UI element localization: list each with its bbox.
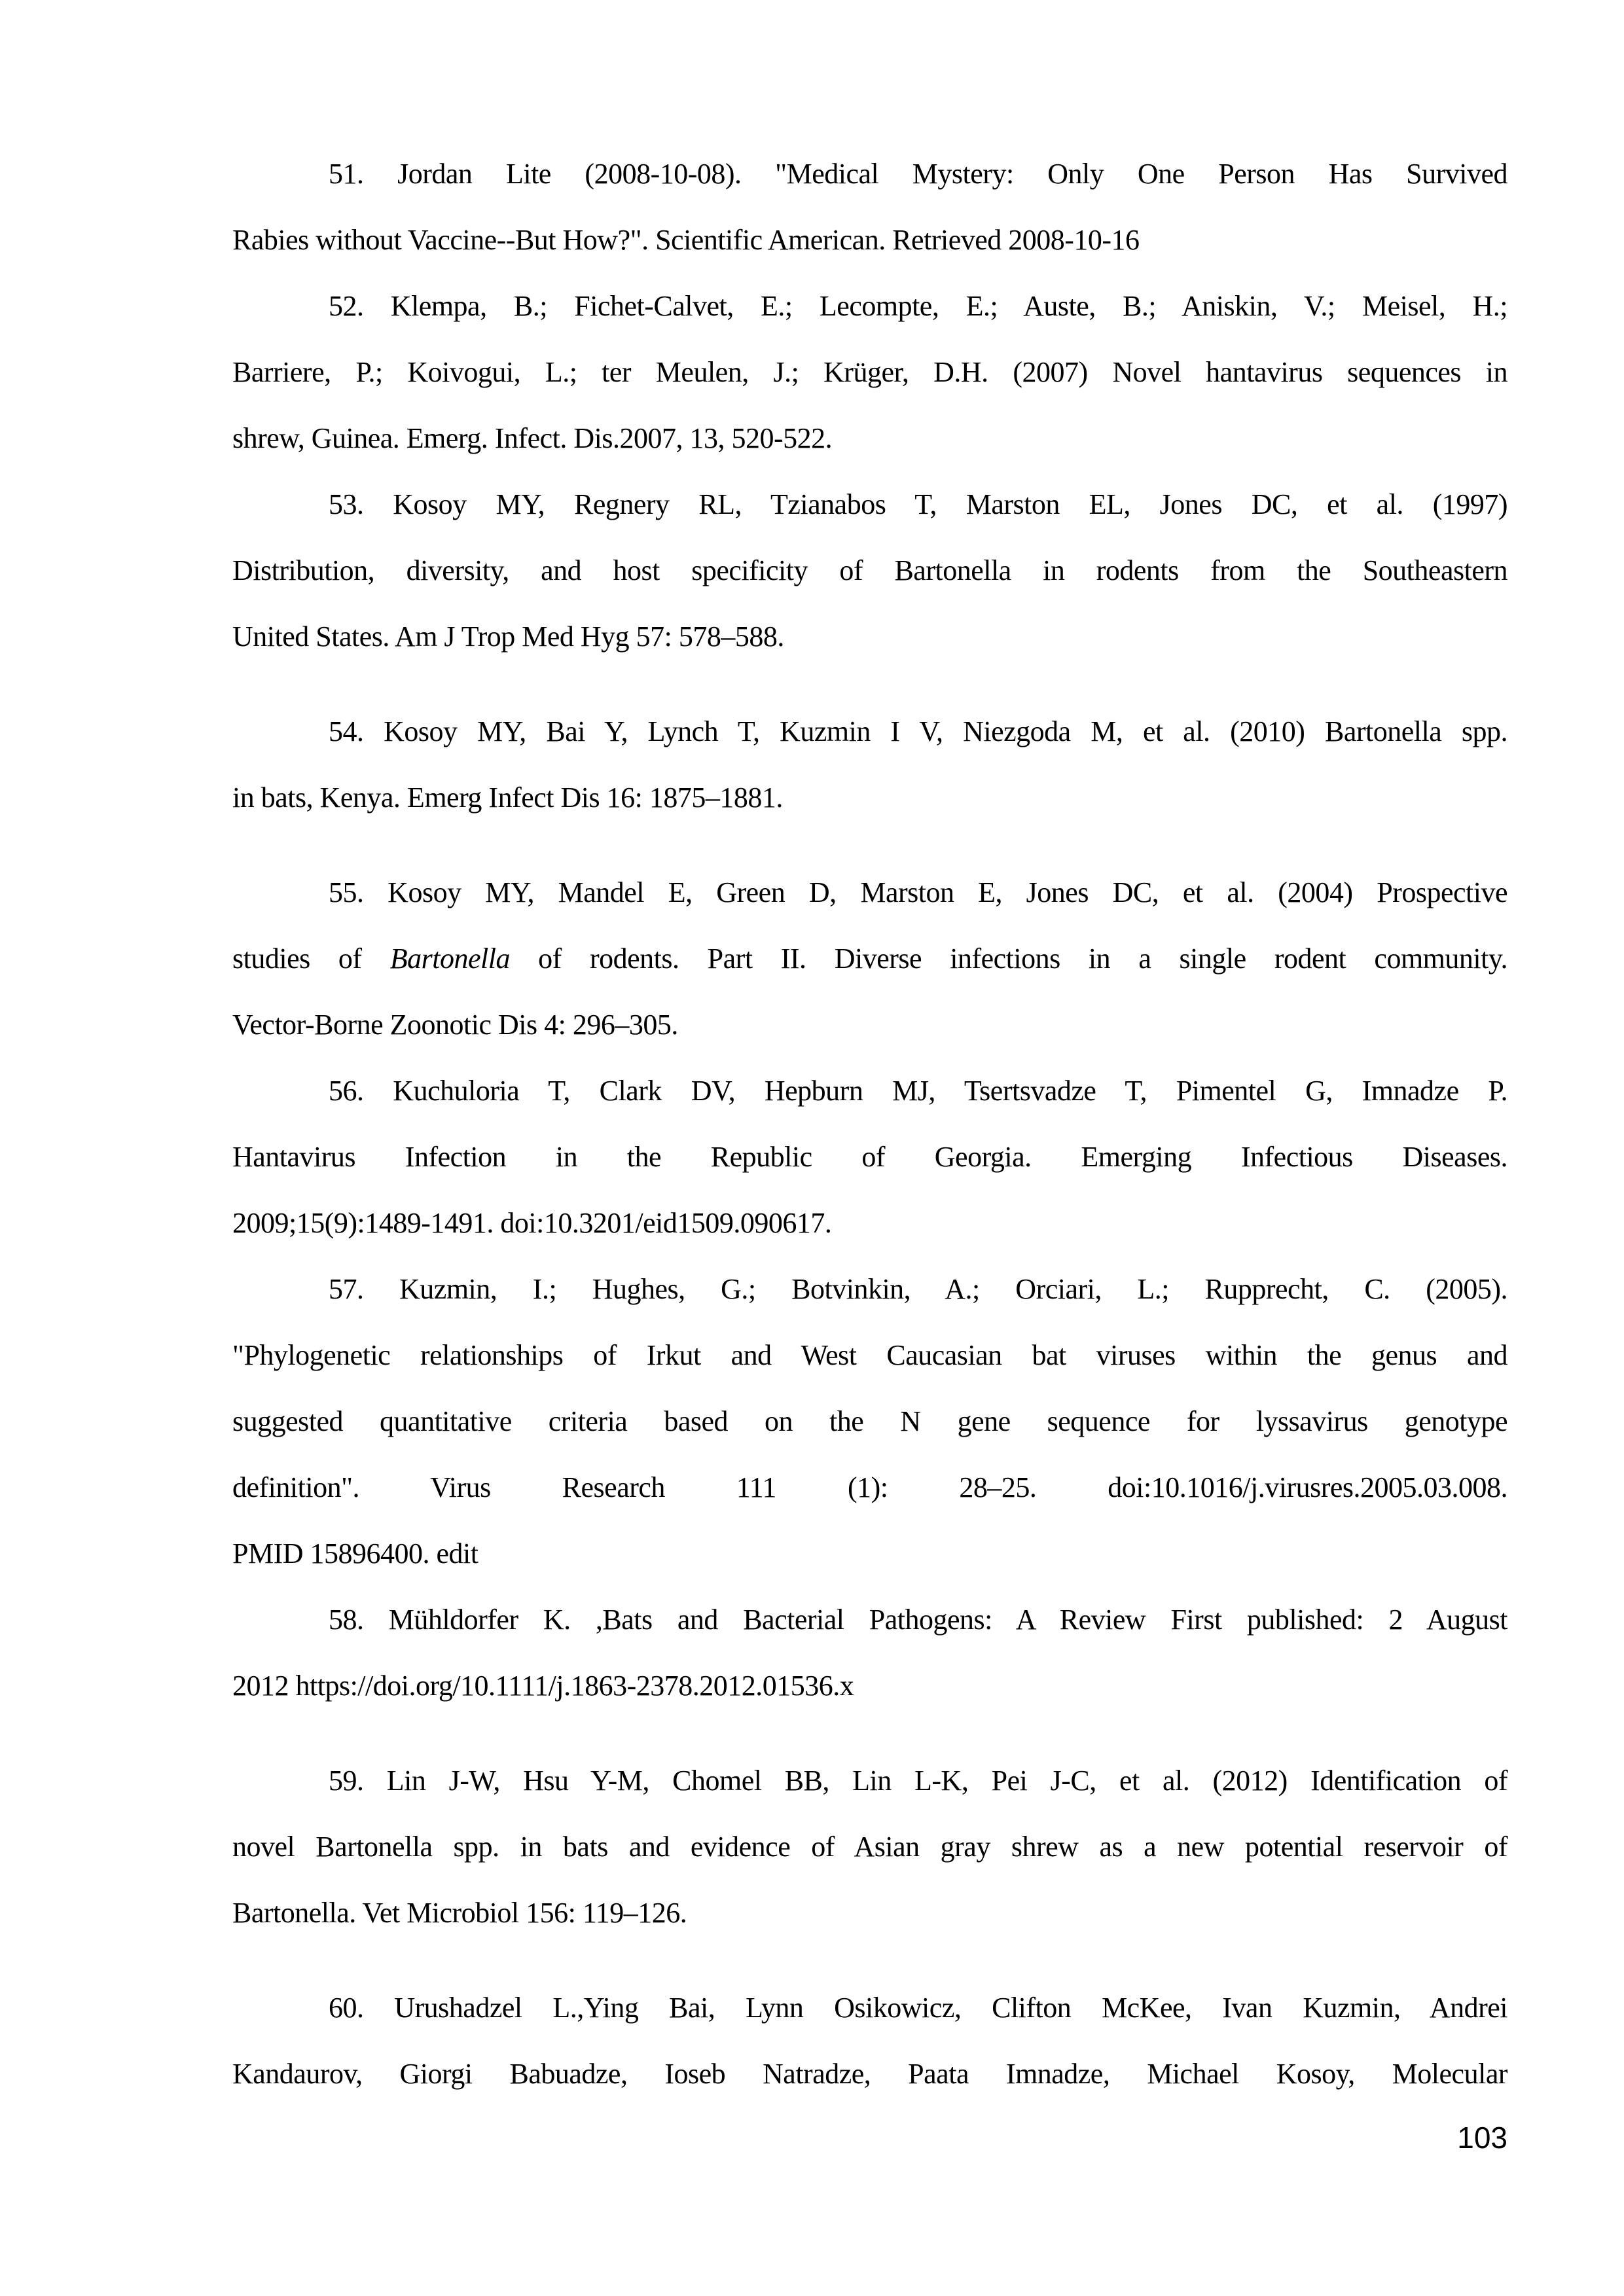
reference-line bbox=[232, 1190, 1507, 1256]
reference-line bbox=[232, 1058, 1507, 1124]
reference-item-51 bbox=[232, 141, 1507, 273]
reference-item-57 bbox=[232, 1256, 1507, 1587]
reference-line bbox=[232, 859, 1507, 925]
reference-line bbox=[232, 471, 1507, 537]
reference-line bbox=[232, 1322, 1507, 1388]
reference-item-59 bbox=[232, 1748, 1507, 1946]
reference-line bbox=[232, 1814, 1507, 1880]
reference-text-segment: shrew, Guinea. Emerg. Infect. Dis.2007, 13, 520-522. bbox=[232, 422, 833, 454]
reference-line bbox=[232, 1880, 1507, 1946]
reference-text-segment: Distribution, diversity, and host specificity of Bartonella in rodents from the Southeastern bbox=[232, 554, 1507, 586]
reference-line bbox=[232, 1388, 1507, 1454]
reference-text-segment: Vector-Borne Zoonotic Dis 4: 296–305. bbox=[232, 1009, 678, 1041]
reference-text-segment: 52. Klempa, B.; Fichet-Calvet, E.; Lecompte, E.; Auste, B.; Aniskin, V.; Meisel, H.; bbox=[329, 290, 1507, 322]
reference-text-segment-italic: Bartonella bbox=[389, 942, 510, 975]
reference-line bbox=[232, 2041, 1507, 2107]
reference-text-segment: of rodents. Part II. Diverse infections in a single rodent community. bbox=[509, 942, 1507, 975]
references-list bbox=[232, 141, 1507, 2107]
reference-line bbox=[232, 603, 1507, 670]
reference-text-segment: definition". Virus Research 111 (1): 28–25. doi:10.1016/j.virusres.2005.03.008. bbox=[232, 1471, 1507, 1503]
reference-text-segment: Rabies without Vaccine--But How?". Scientific American. Retrieved 2008-10-16 bbox=[232, 224, 1140, 256]
reference-item-55 bbox=[232, 859, 1507, 1058]
reference-line bbox=[232, 339, 1507, 405]
reference-line bbox=[232, 405, 1507, 471]
reference-text-segment: Hantavirus Infection in the Republic of Georgia. Emerging Infectious Diseases. bbox=[232, 1141, 1507, 1173]
reference-text-segment: 59. Lin J-W, Hsu Y-M, Chomel BB, Lin L-K, Pei J-C, et al. (2012) Identification of bbox=[329, 1765, 1507, 1797]
reference-text-segment: studies of bbox=[232, 942, 390, 975]
reference-text-segment: 56. Kuchuloria T, Clark DV, Hepburn MJ, Tsertsvadze T, Pimentel G, Imnadze P. bbox=[329, 1075, 1507, 1107]
reference-item-54 bbox=[232, 698, 1507, 831]
reference-text-segment: 2009;15(9):1489-1491. doi:10.3201/eid1509.090617. bbox=[232, 1207, 832, 1239]
reference-line bbox=[232, 1975, 1507, 2041]
reference-text-segment: PMID 15896400. edit bbox=[232, 1537, 478, 1570]
reference-text-segment: in bats, Kenya. Emerg Infect Dis 16: 1875–1881. bbox=[232, 781, 783, 814]
reference-line bbox=[232, 1124, 1507, 1190]
reference-item-53 bbox=[232, 471, 1507, 670]
reference-text-segment: "Phylogenetic relationships of Irkut and West Caucasian bat viruses within the genus and bbox=[232, 1339, 1507, 1371]
reference-line bbox=[232, 925, 1507, 992]
reference-text-segment: 55. Kosoy MY, Mandel E, Green D, Marston E, Jones DC, et al. (2004) Prospective bbox=[329, 876, 1507, 908]
reference-text-segment: suggested quantitative criteria based on the N gene sequence for lyssavirus genotype bbox=[232, 1405, 1507, 1437]
reference-text-segment: Bartonella. Vet Microbiol 156: 119–126. bbox=[232, 1897, 687, 1929]
page-number: 103 bbox=[1457, 2121, 1507, 2155]
reference-text-segment: 51. Jordan Lite (2008-10-08). "Medical Mystery: Only One Person Has Survived bbox=[329, 158, 1507, 190]
reference-text-segment: 58. Mühldorfer K. ,Bats and Bacterial Pathogens: A Review First published: 2 August bbox=[329, 1604, 1507, 1636]
reference-line bbox=[232, 207, 1507, 273]
reference-text-segment: 60. Urushadzel L.,Ying Bai, Lynn Osikowicz, Clifton McKee, Ivan Kuzmin, Andrei bbox=[329, 1992, 1507, 2024]
reference-text-segment: United States. Am J Trop Med Hyg 57: 578–588. bbox=[232, 620, 784, 653]
reference-line bbox=[232, 1454, 1507, 1520]
reference-item-56 bbox=[232, 1058, 1507, 1256]
reference-text-segment: 57. Kuzmin, I.; Hughes, G.; Botvinkin, A.; Orciari, L.; Rupprecht, C. (2005). bbox=[329, 1273, 1507, 1305]
reference-text-segment: 2012 https://doi.org/10.1111/j.1863-2378.2012.01536.x bbox=[232, 1670, 854, 1702]
reference-line bbox=[232, 1653, 1507, 1719]
reference-line bbox=[232, 698, 1507, 764]
reference-text-segment: Barriere, P.; Koivogui, L.; ter Meulen, J.; Krüger, D.H. (2007) Novel hantavirus sequences in bbox=[232, 356, 1507, 388]
reference-line bbox=[232, 1256, 1507, 1322]
reference-line bbox=[232, 992, 1507, 1058]
reference-text-segment: 54. Kosoy MY, Bai Y, Lynch T, Kuzmin I V, Niezgoda M, et al. (2010) Bartonella spp. bbox=[329, 715, 1507, 747]
reference-line bbox=[232, 764, 1507, 831]
reference-line bbox=[232, 537, 1507, 603]
reference-item-58 bbox=[232, 1587, 1507, 1719]
reference-line bbox=[232, 1587, 1507, 1653]
reference-text-segment: novel Bartonella spp. in bats and evidence of Asian gray shrew as a new potential reservoir of bbox=[232, 1831, 1507, 1863]
reference-text-segment: Kandaurov, Giorgi Babuadze, Ioseb Natradze, Paata Imnadze, Michael Kosoy, Molecular bbox=[232, 2058, 1507, 2090]
reference-line bbox=[232, 1520, 1507, 1587]
reference-item-60 bbox=[232, 1975, 1507, 2107]
reference-line bbox=[232, 1748, 1507, 1814]
reference-line bbox=[232, 273, 1507, 339]
reference-text-segment: 53. Kosoy MY, Regnery RL, Tzianabos T, Marston EL, Jones DC, et al. (1997) bbox=[329, 488, 1507, 520]
reference-item-52 bbox=[232, 273, 1507, 471]
reference-line bbox=[232, 141, 1507, 207]
